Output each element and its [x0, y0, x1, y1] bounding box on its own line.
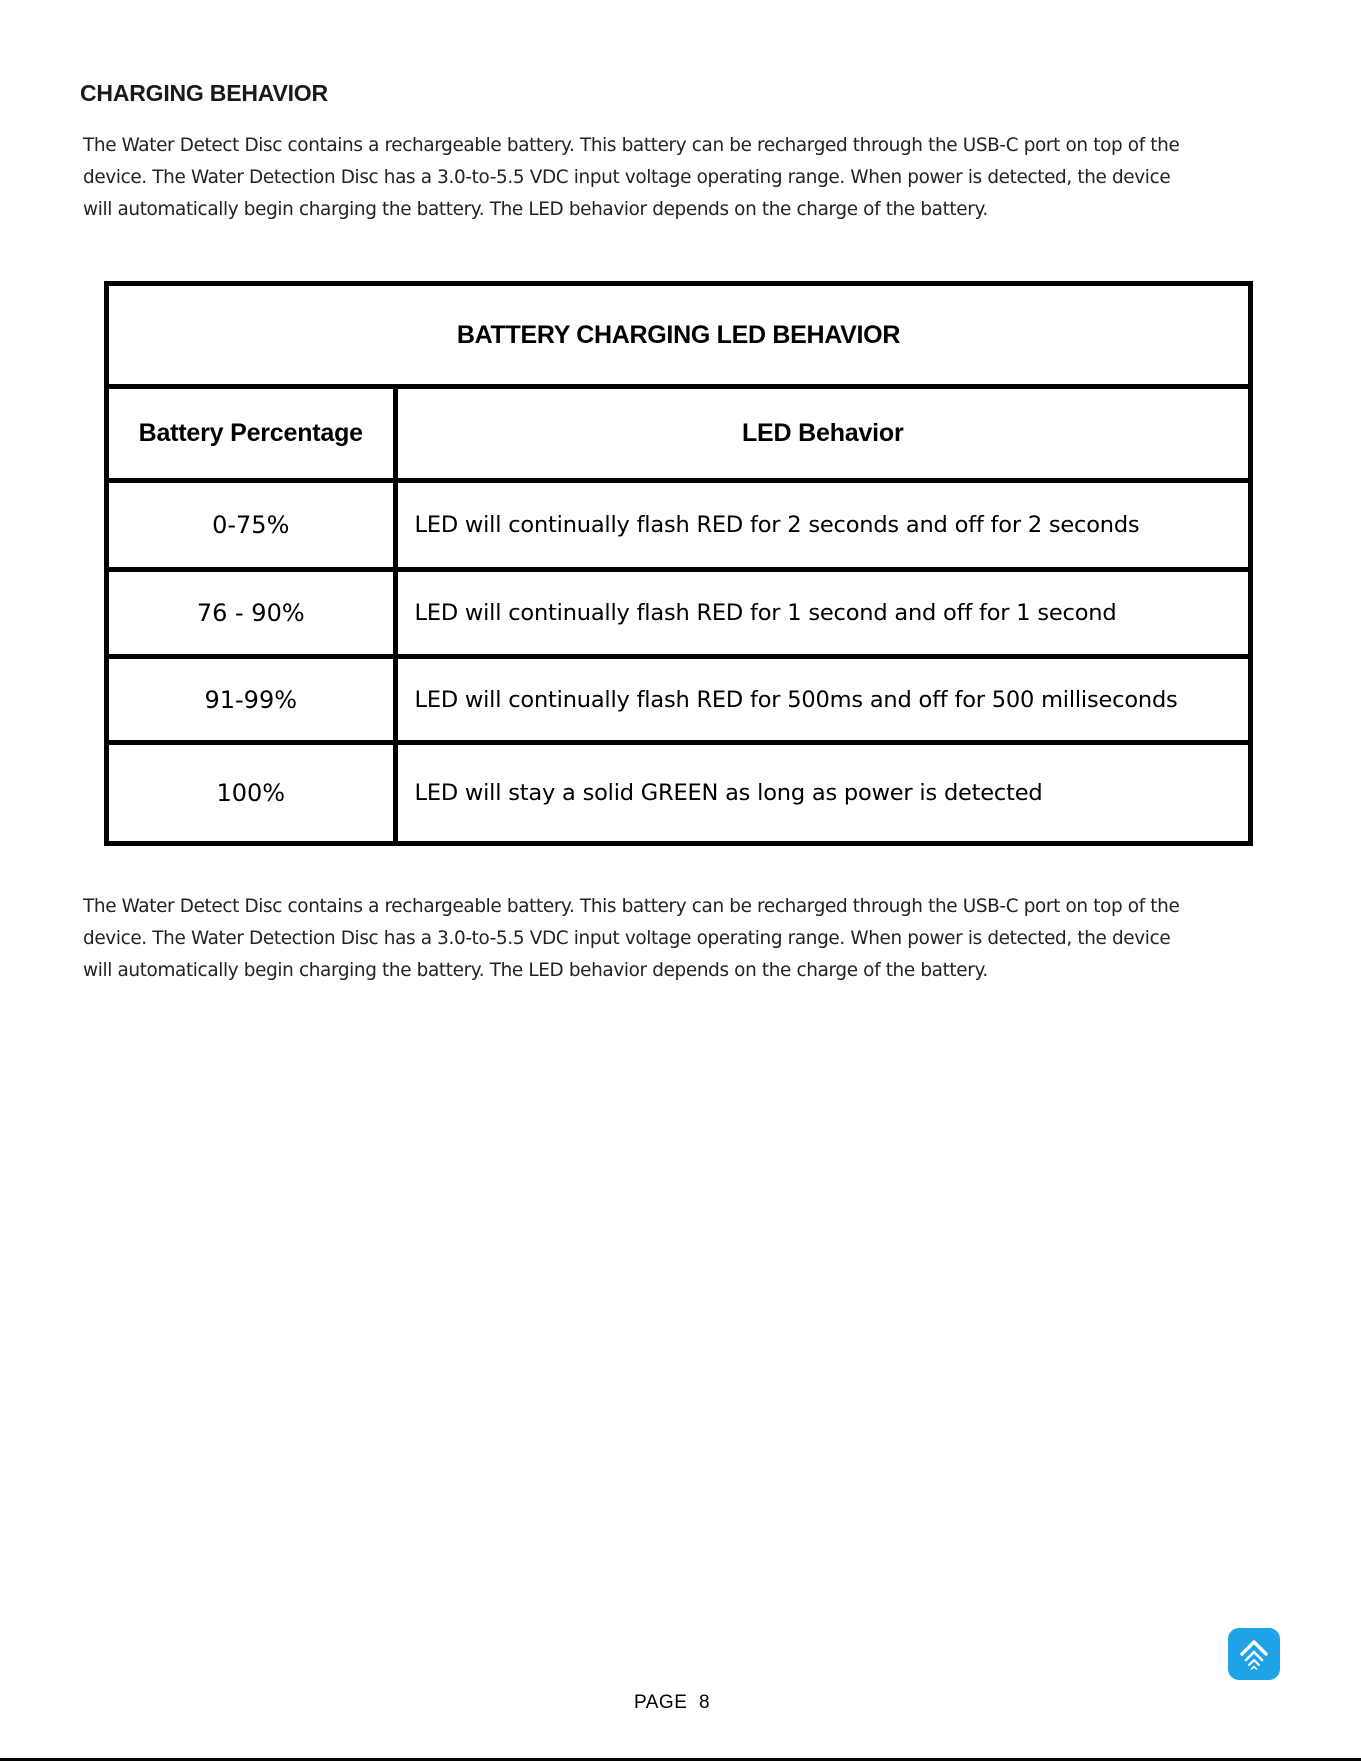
- chevron-up-icon: [1234, 1634, 1274, 1674]
- led-behavior-cell: LED will continually flash RED for 2 seconds and off for 2 seconds: [395, 481, 1248, 570]
- battery-percentage-cell: 91-99%: [109, 656, 395, 743]
- battery-percentage-cell: 100%: [109, 743, 395, 841]
- intro-paragraph: [83, 130, 1283, 226]
- led-behavior-table: [104, 281, 1253, 846]
- table-row: [109, 569, 1248, 656]
- led-behavior-cell: LED will continually flash RED for 1 second and off for 1 second: [395, 569, 1248, 656]
- battery-percentage-cell: 76 - 90%: [109, 569, 395, 656]
- led-behavior-cell: LED will stay a solid GREEN as long as power is detected: [395, 743, 1248, 841]
- repeat-line-1: The Water Detect Disc contains a rechargeable battery. This battery can be recharged through the USB-C port on top of the: [83, 896, 1180, 917]
- repeat-line-3: will automatically begin charging the battery. The LED behavior depends on the charge of the battery.: [83, 960, 988, 981]
- intro-line-2: device. The Water Detection Disc has a 3.0-to-5.5 VDC input voltage operating range. When power is detected, the device: [83, 167, 1171, 188]
- table-header-row: [109, 387, 1248, 481]
- column-header-battery-percentage: Battery Percentage: [109, 387, 395, 481]
- table-title: BATTERY CHARGING LED BEHAVIOR: [109, 286, 1248, 387]
- section-heading: CHARGING BEHAVIOR: [80, 80, 328, 106]
- table-title-row: [109, 286, 1248, 387]
- column-header-led-behavior: LED Behavior: [395, 387, 1248, 481]
- table-row: [109, 743, 1248, 841]
- table-row: [109, 656, 1248, 743]
- chevron-up-logo-icon: [1228, 1628, 1280, 1680]
- intro-line-3: will automatically begin charging the battery. The LED behavior depends on the charge of the battery.: [83, 199, 988, 220]
- table-row: [109, 481, 1248, 570]
- intro-line-1: The Water Detect Disc contains a rechargeable battery. This battery can be recharged through the USB-C port on top of the: [83, 135, 1180, 156]
- page-number: PAGE 8: [634, 1692, 711, 1713]
- repeat-paragraph: [83, 891, 1283, 987]
- led-behavior-cell: LED will continually flash RED for 500ms and off for 500 milliseconds: [395, 656, 1248, 743]
- repeat-line-2: device. The Water Detection Disc has a 3.0-to-5.5 VDC input voltage operating range. When power is detected, the device: [83, 928, 1171, 949]
- battery-percentage-cell: 0-75%: [109, 481, 395, 570]
